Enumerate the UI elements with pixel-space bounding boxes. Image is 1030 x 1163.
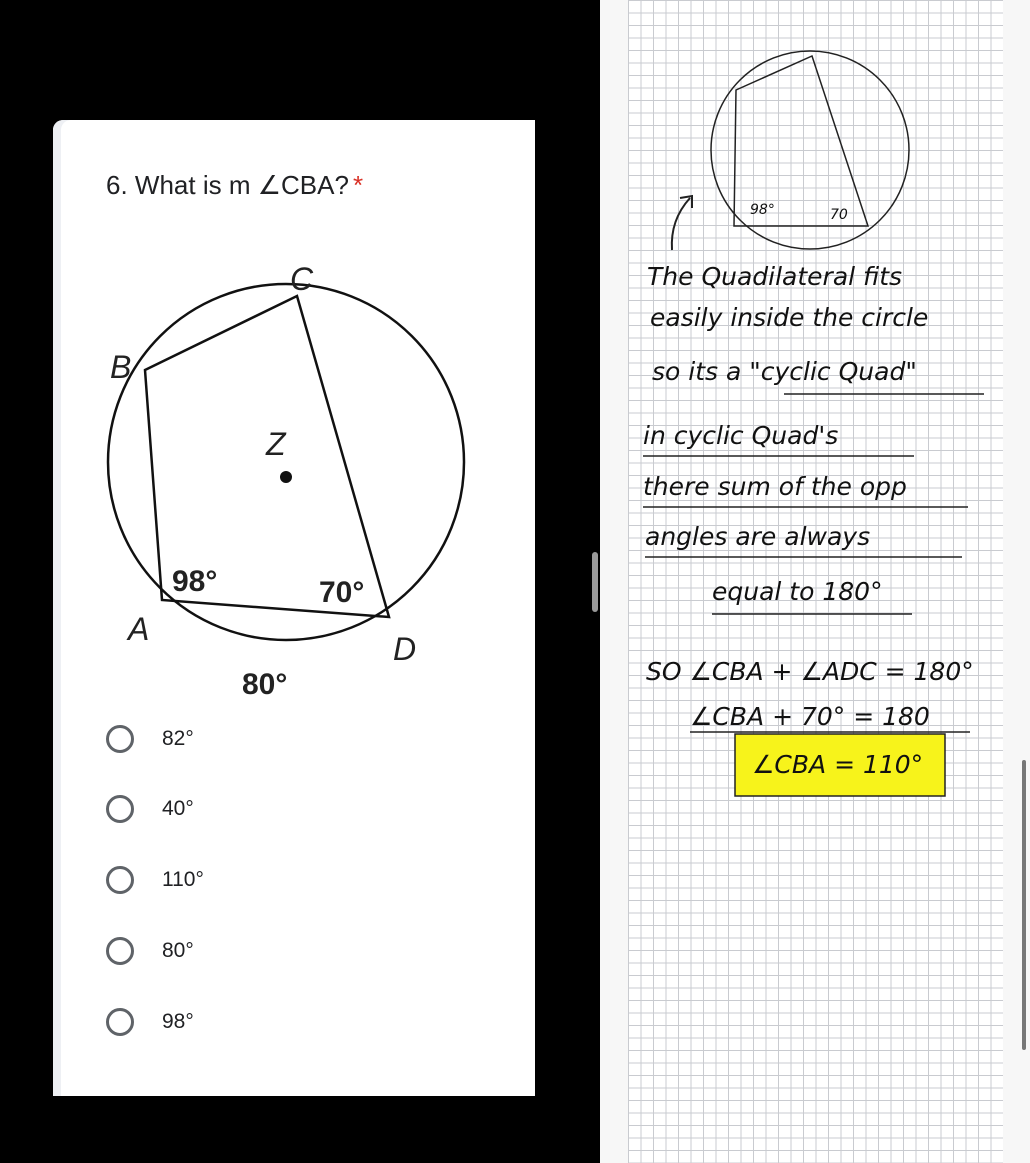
note-line-2: easily inside the circle (650, 303, 929, 332)
split-divider-handle[interactable] (592, 552, 598, 612)
label-D: D (393, 631, 417, 667)
option-label: 82° (162, 727, 194, 750)
note-line-4: in cyclic Quad's (643, 421, 839, 450)
radio-icon[interactable] (106, 795, 134, 823)
note-line-7: equal to 180° (712, 577, 883, 606)
question-title (106, 170, 363, 201)
note-line-5: there sum of the opp (643, 472, 907, 501)
note-line-6: angles are always (645, 522, 871, 551)
note-line-3: so its a "cyclic Quad" (652, 357, 917, 386)
option-40[interactable] (106, 792, 194, 826)
option-label: 80° (162, 939, 194, 962)
option-label: 98° (162, 1010, 194, 1033)
sketch-quadrilateral (734, 56, 868, 226)
option-110[interactable] (106, 863, 204, 897)
label-A: A (128, 611, 150, 647)
notes-scrollbar[interactable] (1022, 760, 1026, 1050)
option-98[interactable] (106, 1005, 194, 1039)
angle-A-label: 98° (172, 565, 218, 598)
label-Z: Z (266, 426, 286, 462)
sketch-angle-98: 98° (750, 202, 775, 218)
note-line-9: ∠CBA + 70° = 180 (690, 702, 930, 731)
option-label: 110° (162, 868, 204, 891)
note-line-10: ∠CBA = 110° (752, 750, 924, 779)
sketch-circle (711, 51, 909, 249)
label-C: C (290, 261, 314, 297)
sketch-angle-70: 70 (830, 207, 848, 223)
arrow-icon (672, 196, 692, 250)
radio-icon[interactable] (106, 725, 134, 753)
label-B: B (110, 349, 132, 385)
note-line-1: The Quadilateral fits (647, 262, 903, 291)
angle-D-label: 70° (319, 576, 365, 609)
radio-icon[interactable] (106, 1008, 134, 1036)
radio-icon[interactable] (106, 866, 134, 894)
note-line-8: SO ∠CBA + ∠ADC = 180° (646, 657, 974, 686)
required-asterisk: * (352, 170, 364, 200)
handwritten-notes (600, 0, 1030, 1163)
arc-AD-label: 80° (242, 668, 288, 701)
center-point (280, 471, 292, 483)
question-text: 6. What is m ∠CBA? (106, 170, 349, 200)
option-82[interactable] (106, 722, 194, 756)
option-80[interactable] (106, 934, 194, 968)
radio-icon[interactable] (106, 937, 134, 965)
option-label: 40° (162, 797, 194, 820)
circle-figure (100, 245, 500, 705)
